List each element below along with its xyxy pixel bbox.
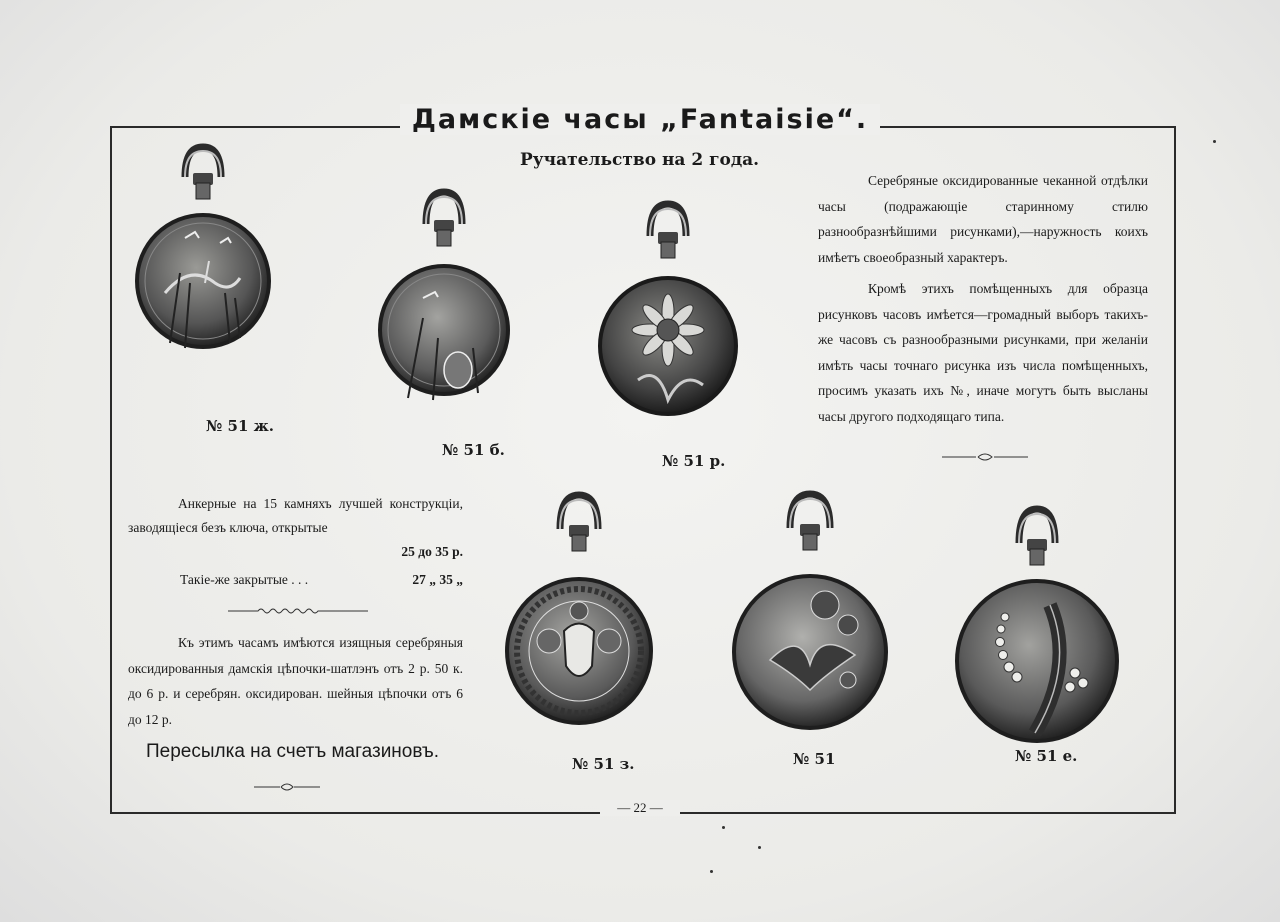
- pricing-block: [128, 492, 463, 732]
- speck: [758, 846, 761, 849]
- page-title: Дамскiе часы „Fantaisie“.: [400, 104, 880, 135]
- pocket-watch-frog-icon: [378, 188, 510, 440]
- pocket-watch-lily-icon: [955, 505, 1119, 755]
- closed-price-row: [128, 568, 463, 592]
- pricing-intro: Анкерные на 15 камняхъ лучшей конструкцiи, заводящiеся безъ ключа, открытые: [128, 496, 463, 535]
- wave-flourish-icon: [228, 606, 368, 616]
- pocket-watch-flowers-icon: [730, 490, 890, 752]
- description-paragraph: Кромѣ этихъ помѣщенныхъ для образца рисунковъ часовъ имѣется—громадный выборъ такихъ-же часовъ съ разнообразными рисунками, при желанiи имѣть часы точнаго рисунка изъ числа помѣщенныхъ, просимъ указать ихъ №, иначе могутъ быть высланы часы другого подходящаго типа.: [818, 281, 1148, 424]
- speck: [1213, 140, 1216, 143]
- flourish-icon: [252, 781, 322, 793]
- watch-caption: № 51 е.: [1015, 747, 1078, 765]
- flourish-icon: [940, 451, 1030, 463]
- watch-caption: № 51 з.: [572, 755, 635, 773]
- open-price: 25 до 35 р.: [401, 544, 463, 559]
- description-block: [818, 168, 1148, 429]
- watch-caption: № 51: [793, 750, 836, 768]
- watch-51: [730, 490, 890, 752]
- shipping-note: Пересылка на счетъ магазиновъ.: [146, 741, 439, 762]
- closed-price: 27 „ 35 „: [412, 572, 463, 587]
- closed-label: Такiе-же закрытые . . .: [180, 572, 309, 587]
- watch-51r: [598, 200, 738, 452]
- watch-caption: № 51 ж.: [206, 417, 274, 435]
- guarantee-subtitle: Ручательство на 2 года.: [520, 150, 760, 170]
- wave-divider: [128, 592, 463, 630]
- chains-text: Къ этимъ часамъ имѣются изящныя серебряныя оксидированныя дамскiя цѣпочки-шатлэнъ отъ 2 р. 50 к. до 6 р. и серебрян. оксидирован. шейныя цѣпочки отъ 6 до 12 р.: [128, 635, 463, 727]
- title-bar: [0, 104, 1280, 135]
- watch-caption: № 51 р.: [662, 452, 726, 470]
- pocket-watch-crest-icon: [504, 491, 654, 753]
- watch-51z: [504, 491, 654, 753]
- speck: [722, 826, 725, 829]
- ornament-divider: [940, 451, 1030, 463]
- description-paragraph: Серебряные оксидированные чеканной отдѣлки часы (подражающiе старинному стилю разнообразнѣйшими рисунками),—наружность коихъ имѣетъ своеобразный характеръ.: [818, 173, 1148, 265]
- watch-51zh: [135, 143, 271, 415]
- pocket-watch-sunflower-icon: [598, 200, 738, 452]
- watch-51b: [378, 188, 510, 440]
- open-price-row: [128, 540, 463, 564]
- page-number: — 22 —: [600, 800, 680, 816]
- speck: [710, 870, 713, 873]
- watch-caption: № 51 б.: [442, 441, 505, 459]
- ornament-divider: [252, 781, 322, 793]
- pocket-watch-heron-icon: [135, 143, 271, 415]
- watch-51e: [955, 505, 1119, 755]
